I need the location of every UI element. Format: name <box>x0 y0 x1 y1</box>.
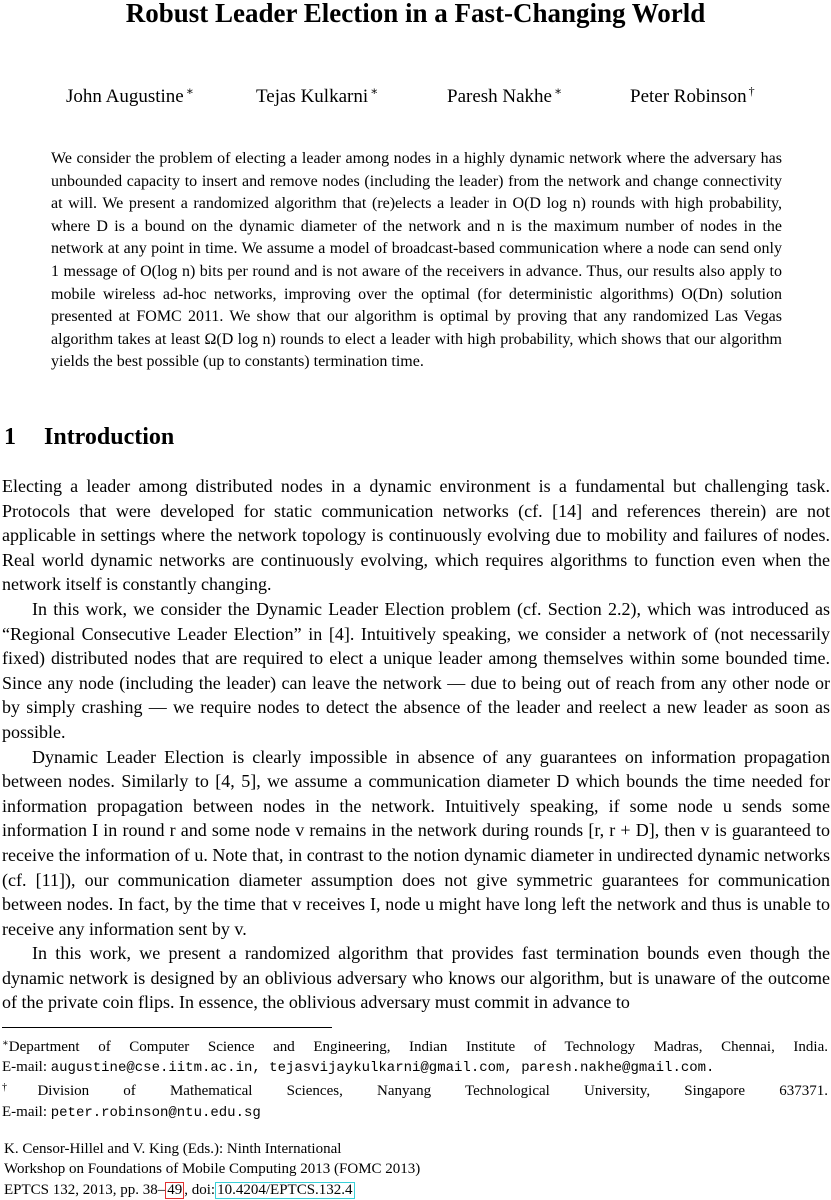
author-name: Peter Robinson <box>630 86 747 107</box>
author-list <box>0 78 831 107</box>
affiliation-mark: † <box>748 84 755 98</box>
section-number: 1 <box>4 424 16 450</box>
paragraph-1: Electing a leader among distributed nodes in a dynamic environment is a fundamental but challenging task. Protocols that were developed for static communication networks (cf. [14] and references therein) are not applicable in settings where the network topology is continuously evolving due to mobility and failures of nodes. Real world dynamic networks are continuously evolving, which requires algorithms to function even when the network itself is constantly changing. <box>2 476 830 595</box>
paragraph-3: Dynamic Leader Election is clearly impossible in absence of any guarantees on information propagation between nodes. Similarly to [4, 5], we assume a communication diameter D which bounds the time needed for information propagation between nodes in the network. Intuitively speaking, if some node u sends some information I in round r and some node v remains in the network during rounds [r, r + D], then v is guaranteed to receive the information of u. Note that, in contrast to the notion dynamic diameter in undirected dynamic networks (cf. [11]), our communication diameter assumption does not give symmetric guarantees for communication between nodes. In fact, by the time that v receives I, node u might have long left the network and thus is unable to receive any information sent by v. <box>2 746 830 939</box>
footnote-affiliation: Division of Mathematical Sciences, Nanyang Technological University, Singapore 637371. <box>37 1083 829 1100</box>
paper-title: Robust Leader Election in a Fast-Changing World <box>125 0 706 28</box>
abstract-text: We consider the problem of electing a leader among nodes in a highly dynamic network where the adversary has unbounded capacity to insert and remove nodes (including the leader) from the network and change connectivity at will. We present a randomized algorithm that (re)elects a leader in O(D log n) rounds with high probability, where D is a bound on the dynamic diameter of the network and n is the maximum number of nodes in the network at any point in time. We assume a model of broadcast-based communication where a node can send only 1 message of O(log n) bits per round and is not aware of the receivers in advance. Thus, our results also apply to mobile wireless ad-hoc networks, improving over the optimal (for deterministic algorithms) O(Dn) solution presented at FOMC 2011. We show that our algorithm is optimal by proving that any randomized Las Vegas algorithm takes at least Ω(D log n) rounds to elect a leader with high probability, which shows that our algorithm yields the best possible (up to constants) termination time. <box>51 150 782 371</box>
footnote-2-email <box>2 1102 828 1123</box>
email-label: E-mail: <box>2 1103 47 1120</box>
section-title: Introduction <box>44 424 175 450</box>
author-3 <box>447 78 562 110</box>
footnote-1 <box>2 1034 828 1057</box>
author-4 <box>630 78 755 110</box>
author-1 <box>66 78 194 110</box>
footnote-affiliation: Department of Computer Science and Engineering, Indian Institute of Technology Madras, Chennai, India. <box>8 1039 828 1055</box>
paragraph-4: In this work, we present a randomized algorithm that provides fast termination bounds even though the dynamic network is designed by an oblivious adversary who knows our algorithm, but is unaware of the outcome of the private coin flips. In essence, the oblivious adversary must commit in advance to <box>2 943 830 1013</box>
footnote-mark: † <box>2 1082 38 1094</box>
author-name: John Augustine <box>66 86 184 107</box>
publication-info <box>4 1139 824 1200</box>
email-label: E-mail: <box>2 1059 47 1076</box>
section-heading <box>4 422 174 452</box>
author-2 <box>256 78 378 110</box>
abstract <box>51 148 782 374</box>
publication-line-2: Workshop on Foundations of Mobile Computing 2013 (FOMC 2013) <box>4 1161 421 1178</box>
publication-pages: EPTCS 132, 2013, pp. 38– <box>4 1181 166 1198</box>
publication-line-1: K. Censor-Hillel and V. King (Eds.): Ninth International <box>4 1141 342 1157</box>
footnote-1-email <box>2 1057 828 1078</box>
footnote-2 <box>2 1078 828 1101</box>
affiliation-mark: ∗ <box>370 84 379 98</box>
paragraph-2: In this work, we consider the Dynamic Leader Election problem (cf. Section 2.2), which was introduced as “Regional Consecutive Leader Election” in [4]. Intuitively speaking, we consider a network of (not necessarily fixed) distributed nodes that are required to elect a unique leader among themselves within some bounded time. Since any node (including the leader) can leave the network — due to being out of reach from any other node or by simply crashing — we require nodes to detect the absence of the leader and reelect a new leader as soon as possible. <box>2 598 830 742</box>
author-name: Paresh Nakhe <box>447 86 552 107</box>
footnote-mark: ∗ <box>2 1038 9 1049</box>
affiliation-mark: ∗ <box>185 84 194 98</box>
footnote-rule <box>2 1027 332 1028</box>
email-addresses[interactable]: augustine@cse.iitm.ac.in, tejasvijaykulkarni@gmail.com, paresh.nakhe@gmail.com. <box>50 1060 715 1077</box>
doi-link[interactable]: 10.4204/EPTCS.132.4 <box>217 1181 353 1198</box>
last-page-link[interactable]: 49 <box>167 1181 183 1198</box>
email-addresses[interactable]: peter.robinson@ntu.edu.sg <box>50 1104 261 1121</box>
doi-label: , doi: <box>184 1181 216 1198</box>
author-name: Tejas Kulkarni <box>256 86 369 107</box>
body-text <box>2 474 830 1015</box>
footnotes <box>2 1034 828 1123</box>
publication-line-3 <box>4 1180 824 1200</box>
affiliation-mark: ∗ <box>554 84 563 98</box>
